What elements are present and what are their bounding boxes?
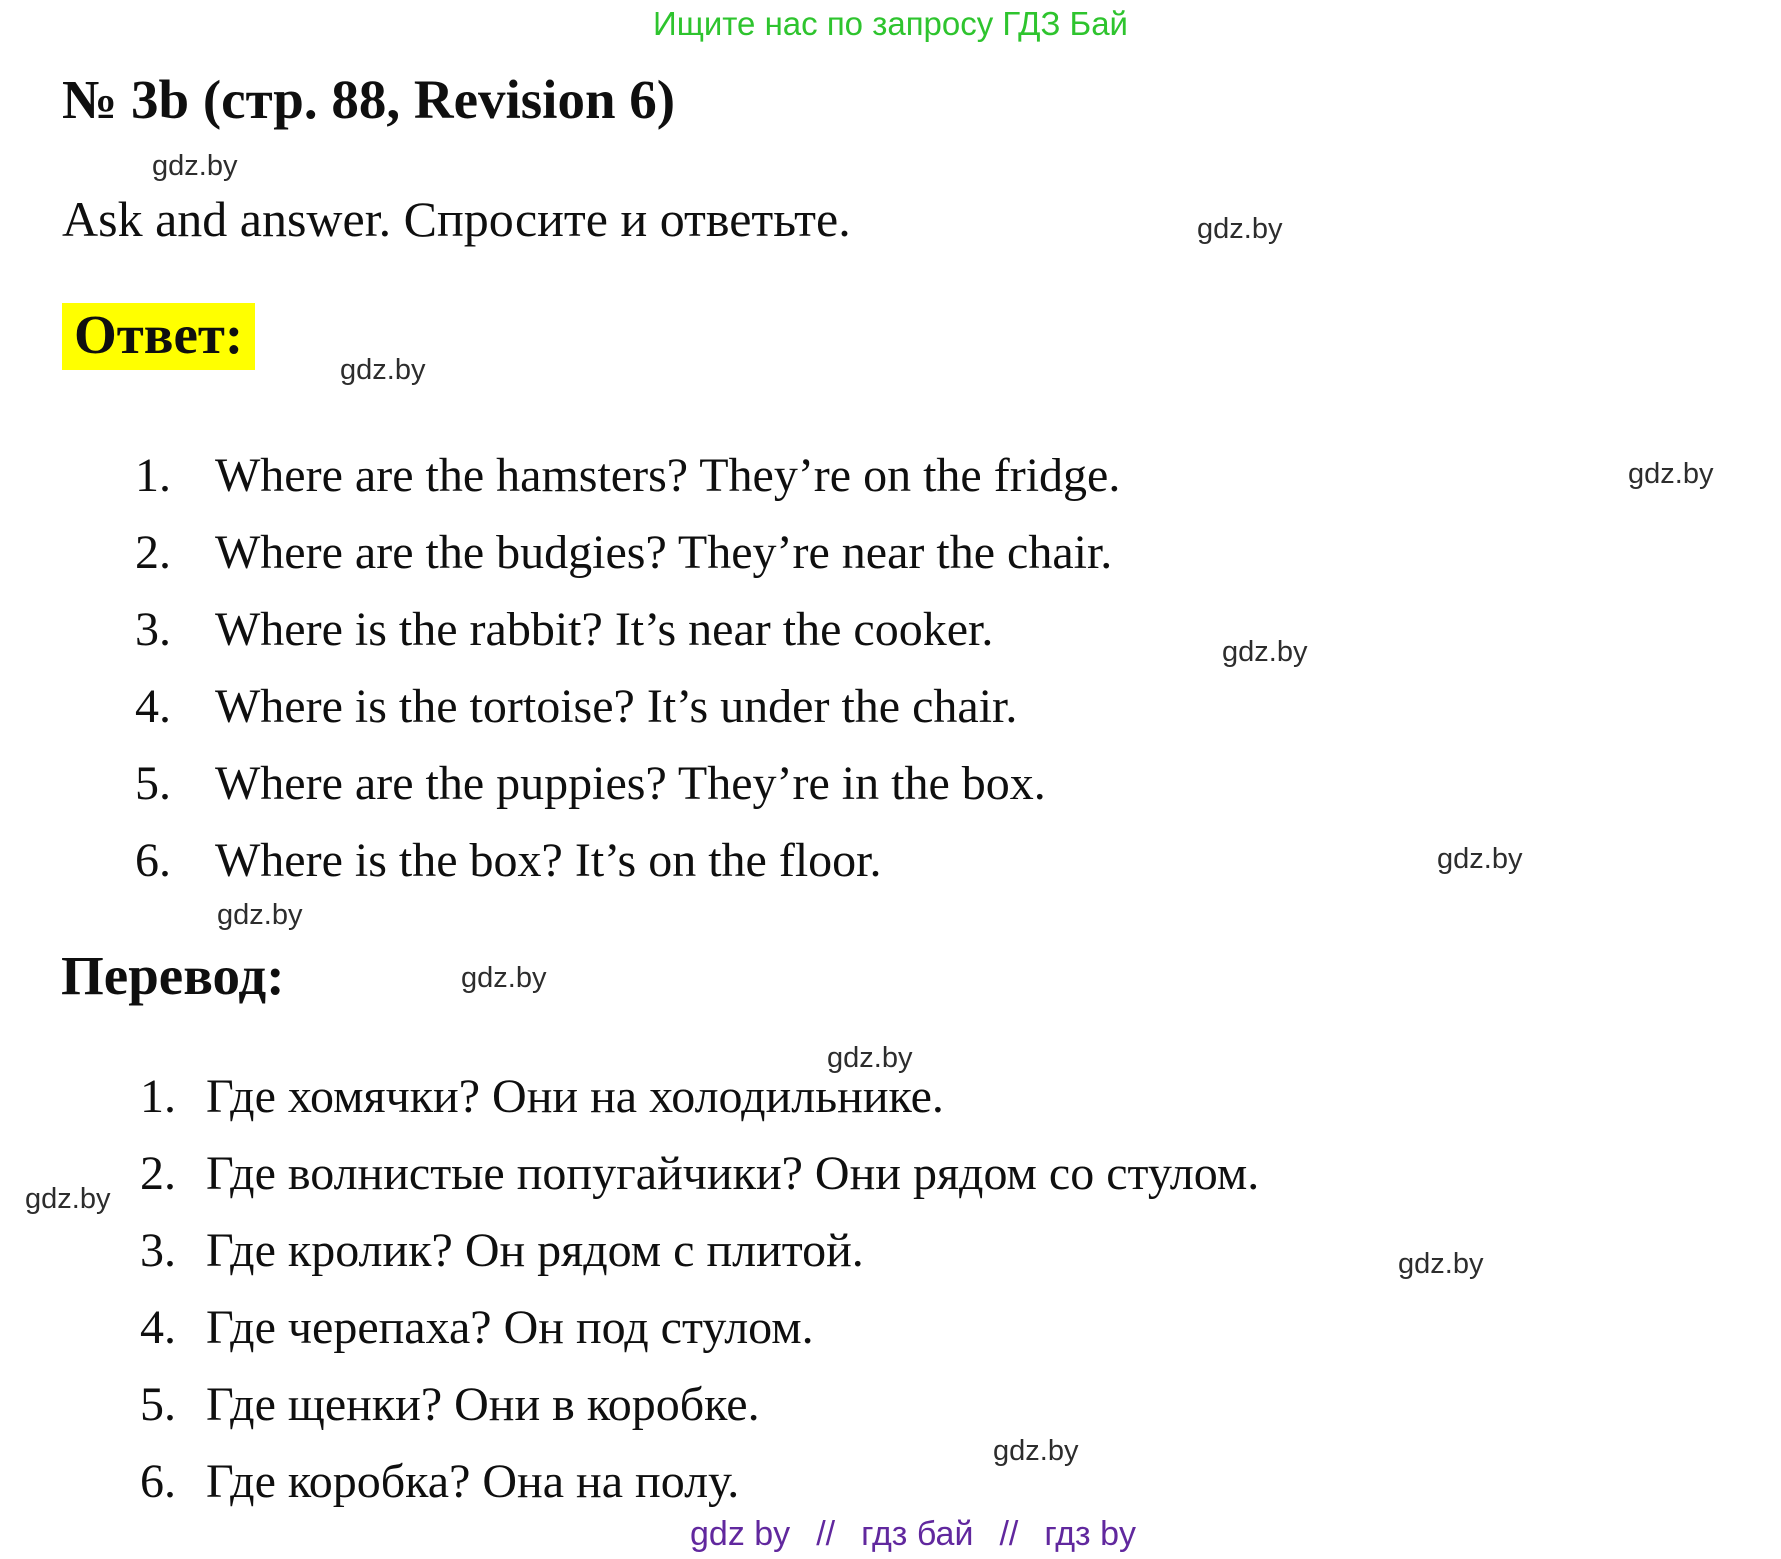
answer-item-en-6: Where is the box? It’s on the floor. — [215, 834, 882, 887]
gdz-watermark: gdz.by — [25, 1183, 111, 1215]
answer-item-en-3: Where is the rabbit? It’s near the cooker. — [215, 603, 994, 656]
footer-links — [690, 1515, 1136, 1554]
gdz-watermark: gdz.by — [340, 354, 426, 386]
answer-item-ru-2: Где волнистые попугайчики? Они рядом со стулом. — [206, 1147, 1260, 1200]
gdz-watermark: gdz.by — [1398, 1248, 1484, 1280]
footer-link-gdz-by-mixed: гдз by — [1044, 1515, 1137, 1553]
gdz-watermark: gdz.by — [993, 1435, 1079, 1467]
gdz-watermark: gdz.by — [217, 899, 303, 931]
promo-banner-text: Ищите нас по запросу ГДЗ Бай — [653, 5, 1128, 42]
answer-item-ru-3: Где кролик? Он рядом с плитой. — [206, 1224, 864, 1277]
answer-item-ru-1: Где хомячки? Они на холодильнике. — [206, 1070, 944, 1123]
footer-separator: // — [816, 1515, 836, 1553]
gdz-watermark: gdz.by — [827, 1042, 913, 1074]
answer-item-ru-6: Где коробка? Она на полу. — [206, 1455, 740, 1508]
answer-item-ru-5: Где щенки? Они в коробке. — [206, 1378, 760, 1431]
gdz-watermark: gdz.by — [461, 962, 547, 994]
gdz-watermark: gdz.by — [152, 150, 238, 182]
exercise-heading: № 3b (стр. 88, Revision 6) — [62, 69, 676, 130]
answer-label: Ответ: — [62, 303, 255, 370]
task-text: Ask and answer. Спросите и ответьте. — [62, 191, 851, 247]
footer-link-gdz-by-latin: gdz by — [690, 1515, 791, 1553]
translation-label: Перевод: — [61, 945, 285, 1006]
gdz-watermark: gdz.by — [1197, 213, 1283, 245]
gdz-watermark: gdz.by — [1628, 458, 1714, 490]
answer-item-en-2: Where are the budgies? They’re near the chair. — [215, 526, 1113, 579]
answer-item-en-4: Where is the tortoise? It’s under the chair. — [215, 680, 1018, 733]
footer-link-gdz-bai: гдз бай — [861, 1515, 974, 1553]
answer-item-en-5: Where are the puppies? They’re in the box. — [215, 757, 1046, 810]
answer-item-en-1: Where are the hamsters? They’re on the fridge. — [215, 449, 1121, 502]
gdz-watermark: gdz.by — [1437, 843, 1523, 875]
answers-english-list — [135, 437, 1120, 899]
footer-separator: // — [999, 1515, 1019, 1553]
answer-item-ru-4: Где черепаха? Он под стулом. — [206, 1301, 814, 1354]
answers-russian-list — [140, 1058, 1259, 1520]
gdz-watermark: gdz.by — [1222, 636, 1308, 668]
